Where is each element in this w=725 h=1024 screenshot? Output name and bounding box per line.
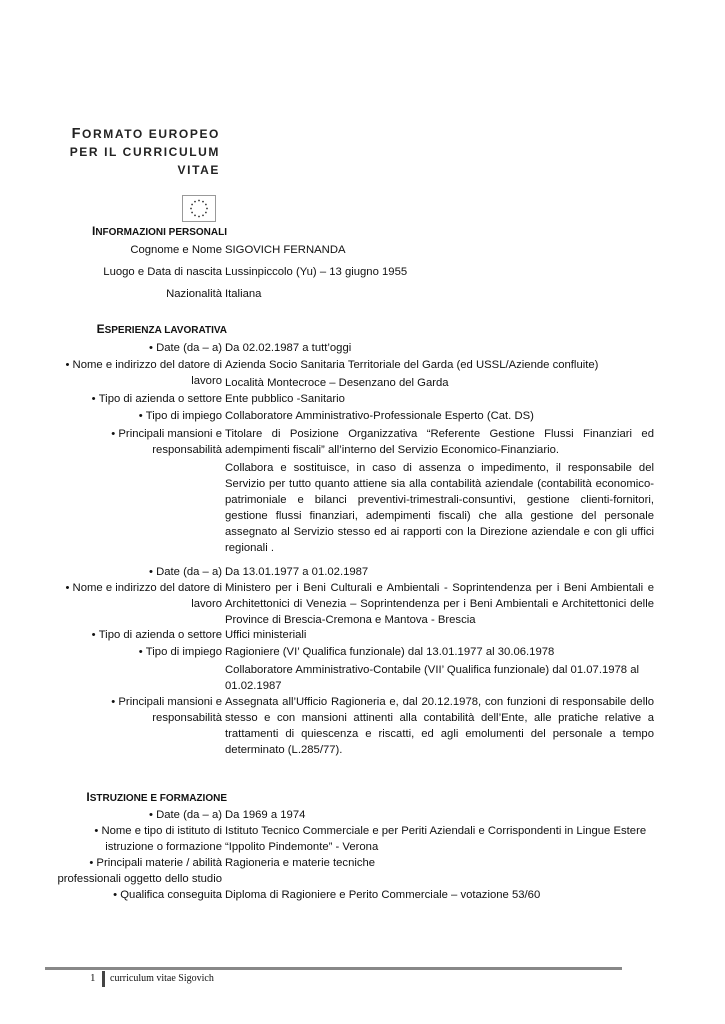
job1-employer-label: • Nome e indirizzo del datore di lavoro — [32, 357, 222, 389]
job2-date-value: Da 13.01.1977 a 01.02.1987 — [225, 566, 369, 578]
job1-date-label: • Date (da – a) — [32, 340, 222, 356]
job1-duties-value: Titolare di Posizione Organizzativa “Referente Gestione Flussi Finanziari ed adempimenti fiscali” all’interno del Servizio Economico-Finanziario. Collabora e sostituisce, in caso di assenza o impedimento, il responsabile del Servizio per tutto quanto attiene sia alla contabilità aziendale (contabilità economico-patrimoniale e bilanci preventivi-trimestrali-consuntivi, gestione clienti-fornitori, gestione flussi finanziari, adempimenti fiscali) che alla gestione del personale assegnato al Servizio stesso ed ai rapporti con la Direzione aziendale e con gli uffici regionali . — [225, 428, 654, 554]
job2-employer-label: • Nome e indirizzo del datore di lavoro — [32, 580, 222, 612]
job1-sector-value: Ente pubblico -Sanitario — [225, 393, 345, 405]
job2-sector-label: • Tipo di azienda o settore — [32, 627, 222, 643]
footer-divider — [45, 967, 622, 970]
birth-value: Lussinpiccolo (Yu) – 13 giugno 1955 — [225, 266, 408, 278]
footer-text: curriculum vitae Sigovich — [110, 973, 214, 984]
surname-value: SIGOVICH FERNANDA — [225, 244, 346, 256]
footer-separator — [102, 971, 105, 987]
job1-employer-value: Azienda Socio Sanitaria Territoriale del Garda (ed USSL/Aziende confluite) Località Montecroce – Desenzano del Garda — [225, 359, 599, 389]
title-line-2: PER IL CURRICULUM — [69, 145, 220, 159]
edu-subjects-label: • Principali materie / abilità professionali oggetto dello studio — [32, 855, 222, 887]
job1-duties-label: • Principali mansioni e responsabilità — [32, 426, 222, 458]
birth-label: Luogo e Data di nascita — [103, 266, 222, 278]
surname-label: Cognome e Nome — [130, 244, 222, 256]
edu-qualification-label: • Qualifica conseguita — [32, 887, 222, 903]
job1-type-label: • Tipo di impiego — [32, 408, 222, 424]
edu-subjects-value: Ragioneria e materie tecniche — [225, 857, 376, 869]
job2-type-label: • Tipo di impiego — [32, 644, 222, 660]
cv-title — [70, 125, 220, 179]
job2-duties-value: Assegnata all’Ufficio Ragioneria e, dal 20.12.1978, con funzioni di responsabile dello stesso e con mansioni attinenti alla contabilità dell’Ente, alle pratiche relative a trattamenti di quiescenza e riscatti, ed agli emolumenti del personale a tempo determinato (L.285/77). — [225, 696, 654, 756]
edu-date-label: • Date (da – a) — [32, 807, 222, 823]
page-number: 1 — [90, 972, 96, 984]
experience-heading: ESPERIENZA LAVORATIVA — [96, 322, 227, 336]
personal-info-heading: INFORMAZIONI PERSONALI — [91, 224, 227, 238]
job2-duties-label: • Principali mansioni e responsabilità — [32, 694, 222, 726]
eu-flag-icon — [182, 195, 216, 222]
job1-date-value: Da 02.02.1987 a tutt’oggi — [225, 342, 352, 354]
nationality-label: Nazionalità — [166, 288, 222, 300]
job1-type-value: Collaboratore Amministrativo-Professionale Esperto (Cat. DS) — [225, 410, 534, 422]
job1-sector-label: • Tipo di azienda o settore — [32, 391, 222, 407]
title-line-1: FORMATO EUROPEO — [71, 126, 220, 142]
edu-date-value: Da 1969 a 1974 — [225, 809, 306, 821]
job2-type-value: Ragioniere (VI’ Qualifica funzionale) dal 13.01.1977 al 30.06.1978 Collaboratore Amministrativo-Contabile (VII’ Qualifica funzionale) dal 01.07.1978 al 01.02.1987 — [225, 646, 640, 692]
title-line-3: VITAE — [177, 163, 220, 177]
education-heading: ISTRUZIONE E FORMAZIONE — [86, 790, 227, 804]
job2-sector-value: Uffici ministeriali — [225, 629, 307, 641]
job2-employer-value: Ministero per i Beni Culturali e Ambientali - Soprintendenza per i Beni Ambientali e Architettonici di Venezia – Soprintendenza per i Beni Ambientali e Architettonici delle Province di Brescia-Cremona e Mantova - Brescia — [225, 582, 654, 626]
edu-qualification-value: Diploma di Ragioniere e Perito Commerciale – votazione 53/60 — [225, 889, 541, 901]
edu-school-value: Istituto Tecnico Commerciale e per Periti Aziendali e Corrispondenti in Lingue Estere “Ippolito Pindemonte” - Verona — [225, 825, 647, 853]
nationality-value: Italiana — [225, 288, 262, 300]
edu-school-label: • Nome e tipo di istituto di istruzione o formazione — [32, 823, 222, 855]
job2-date-label: • Date (da – a) — [32, 564, 222, 580]
